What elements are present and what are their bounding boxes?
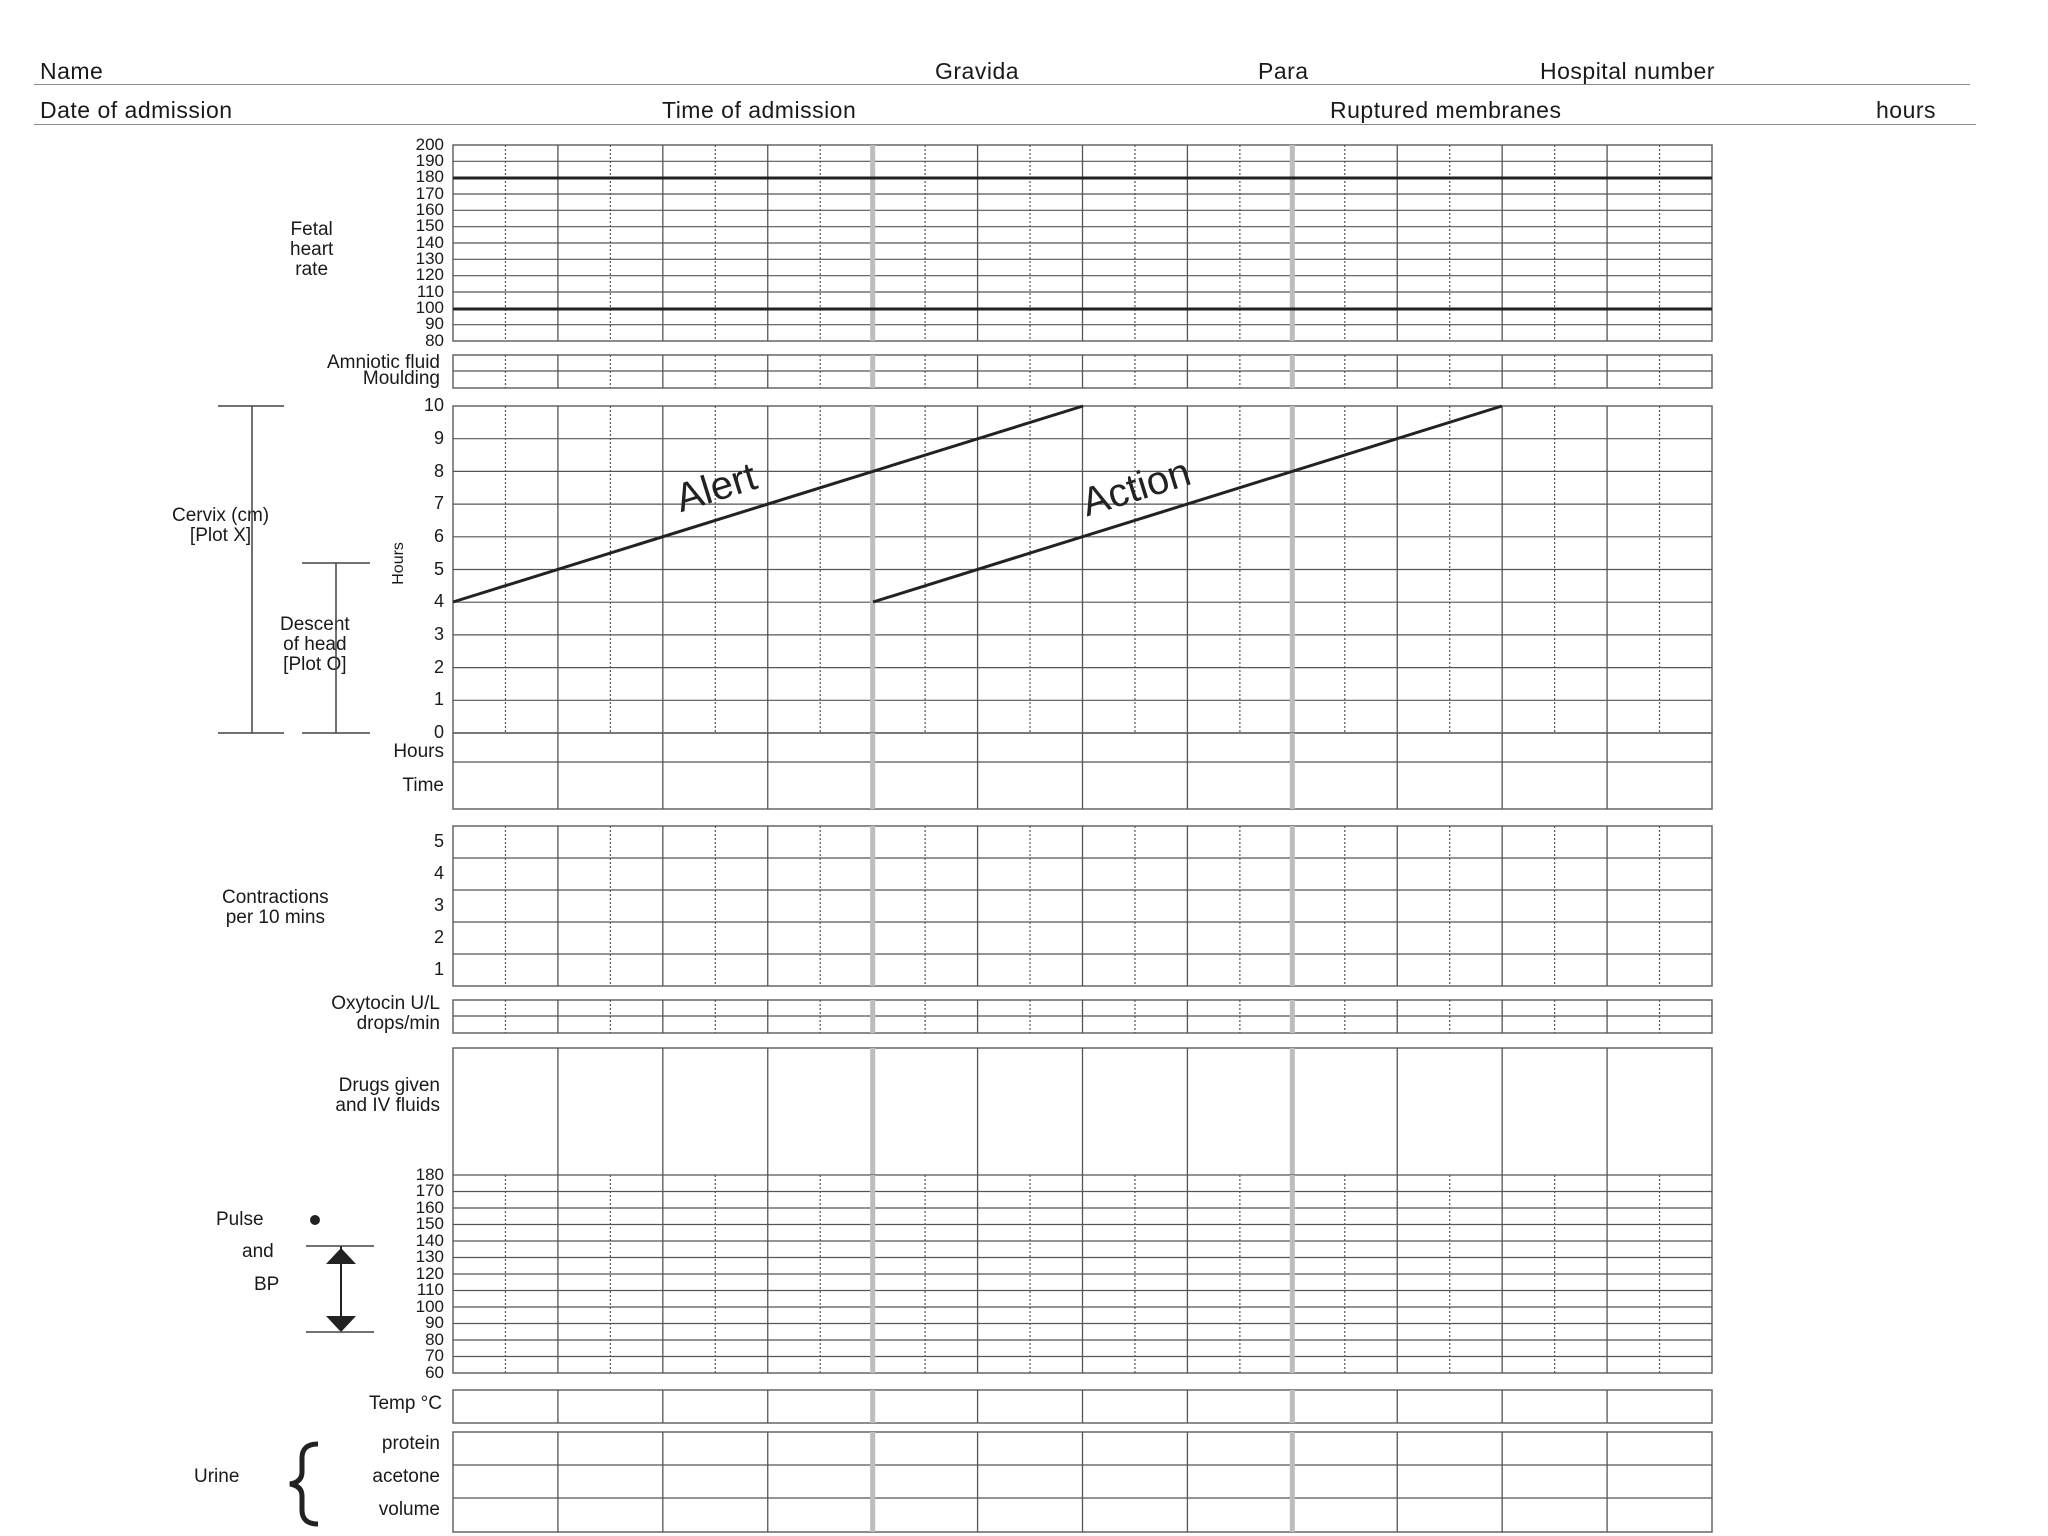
fhr-tick-label: 180: [415, 167, 444, 187]
cervix-tick-label: 5: [433, 558, 444, 579]
fhr-tick-label: 90: [425, 314, 444, 334]
cervix-label: Cervix (cm) [Plot X]: [172, 505, 270, 546]
amniotic-fluid-label: Amniotic fluid: [327, 352, 440, 373]
pulse-bp-tick-label: 150: [415, 1214, 444, 1234]
pulse-bp-tick-label: 140: [415, 1230, 444, 1250]
pulse-label: Pulse: [216, 1209, 264, 1230]
fhr-tick-label: 80: [425, 330, 444, 350]
fhr-tick-label: 160: [415, 199, 444, 219]
cervix-tick-label: 9: [433, 427, 444, 448]
urine-acetone-label: acetone: [372, 1466, 440, 1487]
cervix-tick-label: 3: [433, 624, 444, 644]
and-label: and: [242, 1241, 274, 1262]
fhr-tick-label: 110: [416, 281, 444, 301]
hospital-number-label: Hospital number: [1540, 58, 1715, 84]
pulse-bp-tick-label: 180: [415, 1164, 444, 1184]
temp-label: Temp °C: [368, 1393, 442, 1414]
pulse-bp-tick-label: 130: [415, 1247, 444, 1267]
bp-down-arrow-icon: [326, 1316, 356, 1332]
bp-label: BP: [254, 1274, 280, 1295]
descent-of-head-label: Descent of head [Plot O]: [280, 614, 350, 675]
contractions-label: Contractions per 10 mins: [222, 887, 329, 928]
contractions-tick-label: 3: [433, 895, 444, 916]
urine-brace-icon: [290, 1444, 318, 1524]
cervix-tick-label: 7: [433, 493, 444, 514]
fhr-tick-label: 100: [415, 297, 444, 317]
fetal-heart-rate-label: Fetal heart rate: [290, 219, 334, 280]
gravida-label: Gravida: [935, 58, 1020, 84]
fhr-tick-label: 130: [415, 248, 444, 268]
cervix-tick-label: 2: [433, 656, 444, 677]
contractions-tick-label: 5: [433, 831, 444, 852]
hours-axis-label: Hours: [389, 542, 407, 585]
ruptured-membranes-label: Ruptured membranes: [1330, 97, 1562, 123]
pulse-bp-tick-label: 120: [415, 1263, 444, 1283]
alert-line-label: Alert: [670, 454, 762, 521]
cervix-tick-label: 1: [433, 689, 444, 710]
pulse-bp-tick-label: 80: [425, 1329, 444, 1349]
pulse-bp-tick-label: 100: [415, 1296, 444, 1316]
fhr-tick-label: 150: [415, 216, 444, 236]
pulse-bp-tick-label: 90: [425, 1313, 444, 1333]
action-line-label: Action: [1076, 450, 1196, 526]
pulse-bp-tick-label: 110: [416, 1280, 444, 1300]
pulse-dot-icon: [310, 1215, 320, 1225]
contractions-tick-label: 2: [433, 927, 444, 948]
cervix-tick-label: 10: [423, 395, 444, 416]
bp-up-arrow-icon: [326, 1248, 356, 1264]
hours-label: hours: [1876, 97, 1937, 123]
cervix-tick-label: 4: [433, 591, 444, 612]
pulse-bp-tick-label: 60: [425, 1362, 444, 1382]
hours-row-label: Hours: [393, 741, 444, 762]
fhr-tick-label: 140: [415, 232, 444, 252]
fhr-tick-label: 190: [415, 150, 444, 170]
name-label: Name: [40, 58, 104, 84]
pulse-bp-tick-label: 160: [415, 1197, 444, 1217]
contractions-tick-label: 1: [433, 959, 444, 980]
moulding-label: Moulding: [362, 368, 440, 389]
time-row-label: Time: [402, 775, 444, 796]
contractions-tick-label: 4: [433, 863, 444, 884]
date-of-admission-label: Date of admission: [40, 97, 233, 123]
fhr-tick-label: 120: [415, 265, 444, 285]
para-label: Para: [1258, 58, 1309, 84]
urine-label: Urine: [194, 1466, 240, 1487]
cervix-tick-label: 6: [433, 525, 444, 546]
pulse-bp-tick-label: 70: [425, 1346, 444, 1366]
fhr-tick-label: 200: [415, 134, 444, 154]
drugs-label: Drugs given and IV fluids: [335, 1075, 440, 1116]
pulse-bp-tick-label: 170: [415, 1181, 444, 1201]
urine-protein-label: protein: [381, 1433, 440, 1454]
fhr-tick-label: 170: [415, 183, 444, 203]
time-of-admission-label: Time of admission: [662, 97, 857, 123]
oxytocin-label: Oxytocin U/L drops/min: [331, 993, 440, 1034]
cervix-tick-label: 0: [433, 722, 444, 743]
cervix-tick-label: 8: [433, 460, 444, 481]
urine-volume-label: volume: [378, 1499, 440, 1520]
